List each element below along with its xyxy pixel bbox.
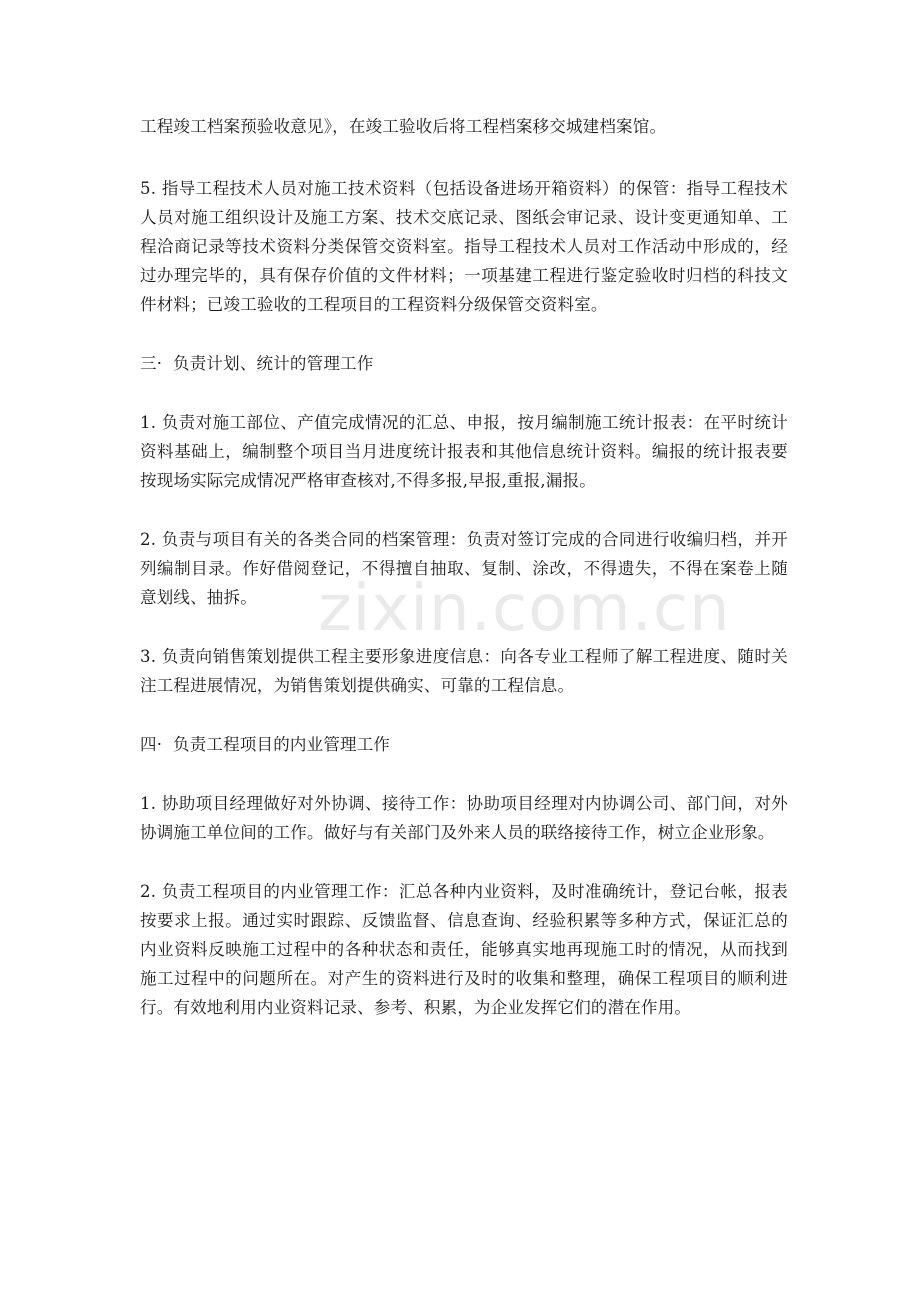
paragraph-internal-management: 2. 负责工程项目的内业管理工作：汇总各种内业资料，及时准确统计，登记台帐，报表按要求上报。通过实时跟踪、反馈监督、信息查询、经验积累等多种方式，保证汇总的内业资料反映施工过程中的各种状态和责任，能够真实地再现施工时的情况，从而找到施工过程中的问题所在。对产生的资料进行及时的收集和整理，确保工程项目的顺利进行。有效地利用内业资料记录、参考、积累，为企业发挥它们的潜在作用。 bbox=[140, 882, 788, 1017]
section-heading-3: 三· 负责计划、统计的管理工作 bbox=[140, 354, 374, 373]
paragraph-contract-archive: 2. 负责与项目有关的各类合同的档案管理：负责对签订完成的合同进行收编归档，并开列编制目录。作好借阅登记，不得擅自抽取、复制、涂改，不得遗失，不得在案卷上随意划线、抽拆。 bbox=[140, 530, 788, 607]
paragraph-archive-handover: 工程竣工档案预验收意见》，在竣工验收后将工程档案移交城建档案馆。 bbox=[140, 117, 667, 136]
section-heading-4: 四· 负责工程项目的内业管理工作 bbox=[140, 735, 391, 754]
paragraph-coordination: 1. 协助项目经理做好对外协调、接待工作：协助项目经理对内协调公司、部门间，对外协调施工单位间的工作。做好与有关部门及外来人员的联络接待工作，树立企业形象。 bbox=[140, 794, 788, 842]
watermark: zixin.com.cn bbox=[318, 572, 731, 646]
document-body bbox=[140, 112, 788, 1052]
paragraph-statistics-report: 1. 负责对施工部位、产值完成情况的汇总、申报，按月编制施工统计报表：在平时统计资料基础上，编制整个项目当月进度统计报表和其他信息统计资料。编报的统计报表要按现场实际完成情况严格审查核对,不得多报,早报,重报,漏报。 bbox=[140, 413, 788, 490]
paragraph-tech-materials: 5. 指导工程技术人员对施工技术资料（包括设备进场开箱资料）的保管：指导工程技术人员对施工组织设计及施工方案、技术交底记录、图纸会审记录、设计变更通知单、工程洽商记录等技术资料分类保管交资料室。指导工程技术人员对工作活动中形成的，经过办理完毕的，具有保存价值的文件材料；一项基建工程进行鉴定验收时归档的科技文件材料；已竣工验收的工程项目的工程资料分级保管交资料室。 bbox=[140, 179, 788, 314]
paragraph-progress-info: 3. 负责向销售策划提供工程主要形象进度信息：向各专业工程师了解工程进度、随时关注工程进展情况，为销售策划提供确实、可靠的工程信息。 bbox=[140, 647, 788, 695]
